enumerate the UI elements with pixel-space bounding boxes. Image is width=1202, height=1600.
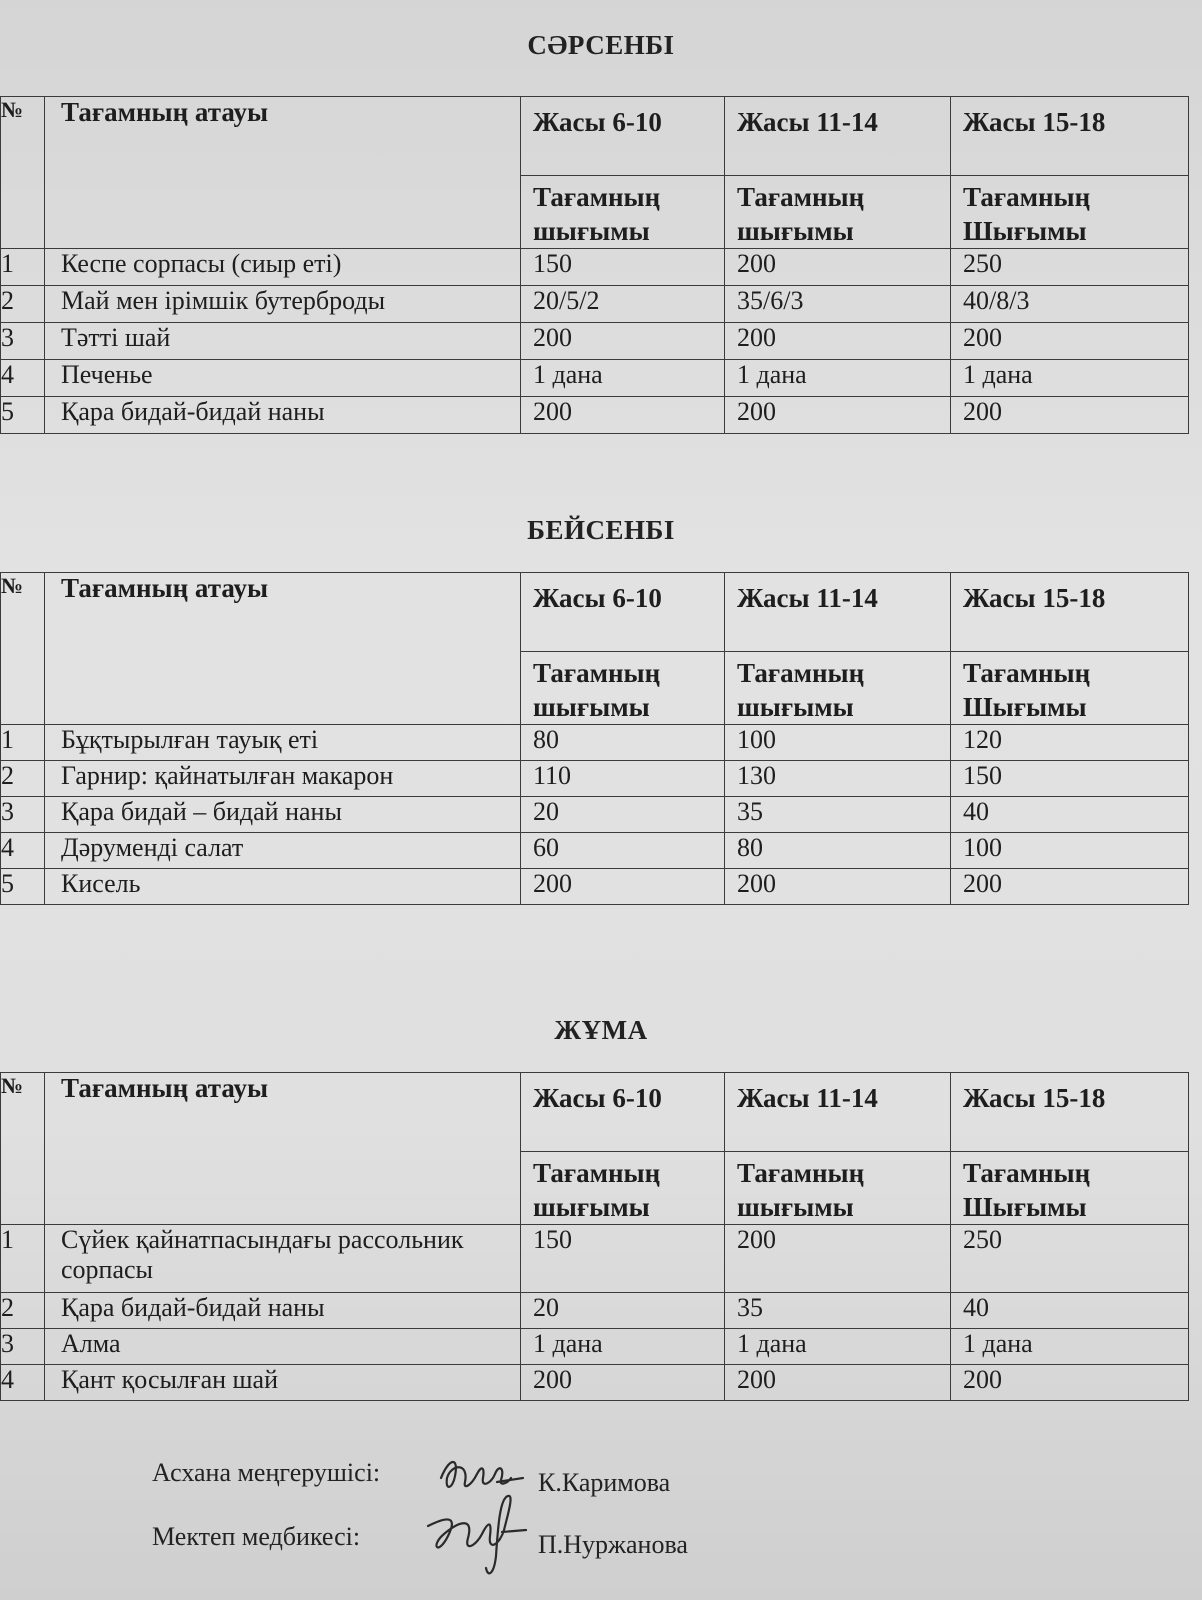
dish-name: Қара бидай-бидай наны xyxy=(45,1293,521,1329)
table-row xyxy=(1,249,1189,286)
dish-name: Май мен ірімшік бутерброды xyxy=(45,286,521,323)
yield-15-18: 150 xyxy=(951,761,1189,797)
row-number: 1 xyxy=(1,725,45,761)
yield-6-10: 20 xyxy=(521,797,725,833)
yield-6-10: 150 xyxy=(521,1225,725,1293)
menu-table-thursday xyxy=(0,572,1189,905)
yield-15-18: 200 xyxy=(951,323,1189,360)
yield-6-10: 200 xyxy=(521,323,725,360)
dish-name: Қара бидай-бидай наны xyxy=(45,397,521,434)
yield-15-18: 200 xyxy=(951,397,1189,434)
yield-11-14: 200 xyxy=(725,323,951,360)
header-yield-6-10: Тағамның шығымы xyxy=(521,652,725,725)
row-number: 4 xyxy=(1,360,45,397)
dish-name: Кисель xyxy=(45,869,521,905)
row-number: 4 xyxy=(1,1365,45,1401)
header-age-6-10: Жасы 6-10 xyxy=(521,1073,725,1152)
yield-15-18: 120 xyxy=(951,725,1189,761)
yield-15-18: 250 xyxy=(951,249,1189,286)
yield-11-14: 200 xyxy=(725,1365,951,1401)
header-yield-15-18: Тағамның Шығымы xyxy=(951,652,1189,725)
header-age-6-10: Жасы 6-10 xyxy=(521,97,725,176)
row-number: 3 xyxy=(1,797,45,833)
dish-name: Печенье xyxy=(45,360,521,397)
dish-name: Тәтті шай xyxy=(45,323,521,360)
yield-6-10: 20/5/2 xyxy=(521,286,725,323)
header-name: Тағамның атауы xyxy=(45,573,521,725)
row-number: 2 xyxy=(1,761,45,797)
header-yield-15-18: Тағамның Шығымы xyxy=(951,1152,1189,1225)
row-number: 2 xyxy=(1,286,45,323)
yield-6-10: 110 xyxy=(521,761,725,797)
dish-name: Дәруменді салат xyxy=(45,833,521,869)
row-number: 5 xyxy=(1,869,45,905)
school-nurse-name: П.Нуржанова xyxy=(538,1530,688,1559)
yield-15-18: 1 дана xyxy=(951,1329,1189,1365)
table-row xyxy=(1,1293,1189,1329)
yield-6-10: 20 xyxy=(521,1293,725,1329)
header-yield-11-14: Тағамның шығымы xyxy=(725,176,951,249)
yield-11-14: 1 дана xyxy=(725,1329,951,1365)
dish-name: Алма xyxy=(45,1329,521,1365)
yield-6-10: 1 дана xyxy=(521,360,725,397)
yield-11-14: 200 xyxy=(725,249,951,286)
table-row xyxy=(1,1225,1189,1293)
row-number: 3 xyxy=(1,323,45,360)
yield-11-14: 35 xyxy=(725,797,951,833)
yield-11-14: 100 xyxy=(725,725,951,761)
table-row xyxy=(1,323,1189,360)
day-title-wednesday: СӘРСЕНБІ xyxy=(527,30,675,60)
header-num: № xyxy=(1,573,45,725)
yield-6-10: 60 xyxy=(521,833,725,869)
table-row xyxy=(1,1365,1189,1401)
table-row xyxy=(1,397,1189,434)
table-row xyxy=(1,761,1189,797)
header-age-15-18: Жасы 15-18 xyxy=(951,97,1189,176)
school-nurse-role: Мектеп медбикесі: xyxy=(152,1522,361,1551)
dish-name: Қара бидай – бидай наны xyxy=(45,797,521,833)
header-age-6-10: Жасы 6-10 xyxy=(521,573,725,652)
header-num: № xyxy=(1,97,45,249)
row-number: 2 xyxy=(1,1293,45,1329)
menu-table-friday xyxy=(0,1072,1189,1401)
signature-2-icon xyxy=(418,1486,528,1586)
yield-15-18: 200 xyxy=(951,869,1189,905)
dish-name: Кеспе сорпасы (сиыр еті) xyxy=(45,249,521,286)
yield-6-10: 200 xyxy=(521,1365,725,1401)
table-row xyxy=(1,797,1189,833)
yield-11-14: 35 xyxy=(725,1293,951,1329)
table-row xyxy=(1,360,1189,397)
yield-11-14: 35/6/3 xyxy=(725,286,951,323)
yield-6-10: 200 xyxy=(521,397,725,434)
table-row xyxy=(1,1329,1189,1365)
yield-6-10: 80 xyxy=(521,725,725,761)
row-number: 3 xyxy=(1,1329,45,1365)
header-num: № xyxy=(1,1073,45,1225)
yield-11-14: 130 xyxy=(725,761,951,797)
row-number: 1 xyxy=(1,249,45,286)
header-name: Тағамның атауы xyxy=(45,1073,521,1225)
table-row xyxy=(1,833,1189,869)
header-age-15-18: Жасы 15-18 xyxy=(951,573,1189,652)
header-yield-11-14: Тағамның шығымы xyxy=(725,652,951,725)
yield-6-10: 150 xyxy=(521,249,725,286)
header-age-11-14: Жасы 11-14 xyxy=(725,97,951,176)
dish-name: Сүйек қайнатпасындағы рассольник сорпасы xyxy=(45,1225,521,1293)
yield-15-18: 1 дана xyxy=(951,360,1189,397)
yield-6-10: 1 дана xyxy=(521,1329,725,1365)
yield-6-10: 200 xyxy=(521,869,725,905)
table-row xyxy=(1,725,1189,761)
header-age-15-18: Жасы 15-18 xyxy=(951,1073,1189,1152)
yield-11-14: 200 xyxy=(725,397,951,434)
yield-11-14: 200 xyxy=(725,1225,951,1293)
yield-15-18: 40 xyxy=(951,797,1189,833)
yield-15-18: 200 xyxy=(951,1365,1189,1401)
dish-name: Гарнир: қайнатылған макарон xyxy=(45,761,521,797)
yield-11-14: 80 xyxy=(725,833,951,869)
dish-name: Қант қосылған шай xyxy=(45,1365,521,1401)
header-yield-6-10: Тағамның шығымы xyxy=(521,1152,725,1225)
header-age-11-14: Жасы 11-14 xyxy=(725,573,951,652)
yield-15-18: 40 xyxy=(951,1293,1189,1329)
dish-name: Бұқтырылған тауық еті xyxy=(45,725,521,761)
row-number: 1 xyxy=(1,1225,45,1293)
table-row xyxy=(1,286,1189,323)
header-yield-6-10: Тағамның шығымы xyxy=(521,176,725,249)
yield-11-14: 1 дана xyxy=(725,360,951,397)
day-title-friday: ЖҰМА xyxy=(554,1015,648,1045)
header-yield-15-18: Тағамның Шығымы xyxy=(951,176,1189,249)
row-number: 4 xyxy=(1,833,45,869)
yield-15-18: 100 xyxy=(951,833,1189,869)
canteen-head-role: Асхана меңгерушісі: xyxy=(152,1458,381,1487)
header-yield-11-14: Тағамның шығымы xyxy=(725,1152,951,1225)
day-title-thursday: БЕЙСЕНБІ xyxy=(527,515,675,545)
table-row xyxy=(1,869,1189,905)
yield-15-18: 250 xyxy=(951,1225,1189,1293)
yield-15-18: 40/8/3 xyxy=(951,286,1189,323)
menu-table-wednesday xyxy=(0,96,1189,434)
header-age-11-14: Жасы 11-14 xyxy=(725,1073,951,1152)
yield-11-14: 200 xyxy=(725,869,951,905)
canteen-head-name: К.Каримова xyxy=(538,1468,671,1497)
header-name: Тағамның атауы xyxy=(45,97,521,249)
row-number: 5 xyxy=(1,397,45,434)
